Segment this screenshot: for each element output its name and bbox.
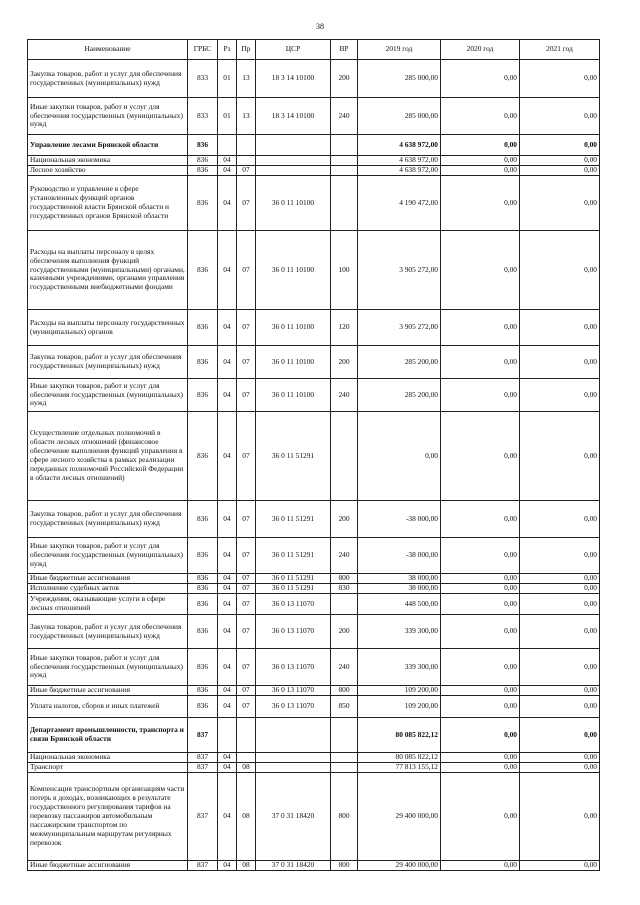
amount-2019-cell: -38 000,00 (358, 538, 441, 574)
vr-cell: 200 (331, 60, 358, 98)
amount-2021-cell: 0,00 (520, 176, 600, 231)
amount-2019-cell: 38 000,00 (358, 574, 441, 584)
pr-cell (237, 718, 256, 753)
grbs-cell: 836 (188, 649, 218, 686)
pr-cell: 08 (237, 861, 256, 871)
name-cell: Расходы на выплаты персоналу государственных (муниципальных) органов (28, 310, 188, 346)
rz-cell: 04 (218, 231, 237, 310)
rz-cell (218, 718, 237, 753)
amount-2020-cell: 0,00 (441, 60, 520, 98)
name-cell: Уплата налогов, сборов и иных платежей (28, 696, 188, 718)
amount-2021-cell: 0,00 (520, 98, 600, 135)
grbs-cell: 837 (188, 718, 218, 753)
table-row (28, 753, 600, 763)
name-cell: Руководство и управление в сфере установленных функций органов государственной власти Брянской области и государственных органов Брянской области (28, 176, 188, 231)
table-row (28, 773, 600, 861)
amount-2021-cell: 0,00 (520, 574, 600, 584)
vr-cell: 240 (331, 98, 358, 135)
table-row (28, 649, 600, 686)
name-cell: Транспорт (28, 763, 188, 773)
amount-2020-cell: 0,00 (441, 412, 520, 501)
rz-cell: 04 (218, 379, 237, 412)
table-body (28, 60, 600, 871)
amount-2020-cell: 0,00 (441, 718, 520, 753)
pr-cell: 08 (237, 773, 256, 861)
amount-2021-cell: 0,00 (520, 346, 600, 379)
pr-cell: 07 (237, 379, 256, 412)
rz-cell: 04 (218, 594, 237, 615)
csr-cell: 36 0 11 51291 (256, 584, 331, 594)
amount-2021-cell: 0,00 (520, 718, 600, 753)
amount-2019-cell: 4 638 972,00 (358, 166, 441, 176)
vr-cell: 240 (331, 379, 358, 412)
csr-cell: 36 0 11 51291 (256, 501, 331, 538)
amount-2020-cell: 0,00 (441, 773, 520, 861)
name-cell: Расходы на выплаты персоналу в целях обеспечения выполнения функций государственными (муниципальными) органами, казенными учреждениями, органами управления государственными внебюджетными фондами (28, 231, 188, 310)
amount-2019-cell: 80 085 822,12 (358, 753, 441, 763)
amount-2020-cell: 0,00 (441, 696, 520, 718)
amount-2020-cell: 0,00 (441, 861, 520, 871)
rz-cell: 04 (218, 156, 237, 166)
name-cell: Закупка товаров, работ и услуг для обеспечения государственных (муниципальных) нужд (28, 615, 188, 649)
grbs-cell: 837 (188, 763, 218, 773)
amount-2020-cell: 0,00 (441, 135, 520, 156)
grbs-cell: 837 (188, 861, 218, 871)
rz-cell: 04 (218, 538, 237, 574)
csr-cell: 36 0 13 11070 (256, 696, 331, 718)
vr-cell: 100 (331, 231, 358, 310)
csr-cell: 18 3 14 10100 (256, 60, 331, 98)
pr-cell (237, 135, 256, 156)
pr-cell: 07 (237, 584, 256, 594)
rz-cell: 04 (218, 574, 237, 584)
amount-2019-cell: 3 905 272,00 (358, 231, 441, 310)
amount-2020-cell: 0,00 (441, 649, 520, 686)
table-row (28, 166, 600, 176)
rz-cell: 01 (218, 98, 237, 135)
rz-cell: 04 (218, 615, 237, 649)
rz-cell: 04 (218, 176, 237, 231)
name-cell: Закупка товаров, работ и услуг для обеспечения государственных (муниципальных) нужд (28, 501, 188, 538)
amount-2020-cell: 0,00 (441, 346, 520, 379)
amount-2021-cell: 0,00 (520, 763, 600, 773)
csr-cell: 37 0 31 18420 (256, 773, 331, 861)
csr-cell: 18 3 14 10100 (256, 98, 331, 135)
table-row (28, 156, 600, 166)
grbs-cell: 836 (188, 135, 218, 156)
table-row (28, 379, 600, 412)
grbs-cell: 836 (188, 686, 218, 696)
col-header-rz: Рз (218, 40, 237, 60)
grbs-cell: 836 (188, 176, 218, 231)
amount-2021-cell: 0,00 (520, 594, 600, 615)
amount-2020-cell: 0,00 (441, 310, 520, 346)
csr-cell (256, 156, 331, 166)
vr-cell: 830 (331, 584, 358, 594)
table-row (28, 594, 600, 615)
csr-cell (256, 753, 331, 763)
amount-2019-cell: 285 000,00 (358, 60, 441, 98)
csr-cell (256, 166, 331, 176)
name-cell: Иные бюджетные ассигнования (28, 861, 188, 871)
vr-cell: 800 (331, 773, 358, 861)
name-cell: Национальная экономика (28, 156, 188, 166)
amount-2021-cell: 0,00 (520, 615, 600, 649)
grbs-cell: 836 (188, 574, 218, 584)
amount-2019-cell: 285 000,00 (358, 98, 441, 135)
table-row (28, 763, 600, 773)
amount-2021-cell: 0,00 (520, 538, 600, 574)
grbs-cell: 836 (188, 310, 218, 346)
amount-2021-cell: 0,00 (520, 773, 600, 861)
pr-cell: 07 (237, 696, 256, 718)
pr-cell: 07 (237, 176, 256, 231)
pr-cell: 07 (237, 686, 256, 696)
amount-2020-cell: 0,00 (441, 753, 520, 763)
csr-cell: 36 0 11 51291 (256, 412, 331, 501)
amount-2021-cell: 0,00 (520, 501, 600, 538)
grbs-cell: 836 (188, 156, 218, 166)
pr-cell: 07 (237, 538, 256, 574)
col-header-pr: Пр (237, 40, 256, 60)
pr-cell: 07 (237, 615, 256, 649)
amount-2021-cell: 0,00 (520, 135, 600, 156)
table-row (28, 135, 600, 156)
table-row (28, 686, 600, 696)
vr-cell (331, 176, 358, 231)
rz-cell: 04 (218, 861, 237, 871)
amount-2019-cell: 77 813 155,12 (358, 763, 441, 773)
grbs-cell: 833 (188, 60, 218, 98)
amount-2021-cell: 0,00 (520, 696, 600, 718)
amount-2020-cell: 0,00 (441, 615, 520, 649)
amount-2020-cell: 0,00 (441, 176, 520, 231)
amount-2020-cell: 0,00 (441, 574, 520, 584)
table-row (28, 346, 600, 379)
col-header-vr: ВР (331, 40, 358, 60)
table-row (28, 60, 600, 98)
csr-cell: 36 0 11 10100 (256, 346, 331, 379)
col-header-name: Наименование (28, 40, 188, 60)
csr-cell (256, 718, 331, 753)
amount-2021-cell: 0,00 (520, 231, 600, 310)
grbs-cell: 836 (188, 346, 218, 379)
table-row (28, 98, 600, 135)
grbs-cell: 833 (188, 98, 218, 135)
pr-cell: 07 (237, 310, 256, 346)
name-cell: Иные бюджетные ассигнования (28, 686, 188, 696)
table-row (28, 176, 600, 231)
pr-cell: 07 (237, 412, 256, 501)
rz-cell: 04 (218, 686, 237, 696)
rz-cell: 04 (218, 501, 237, 538)
col-header-2019: 2019 год (358, 40, 441, 60)
amount-2019-cell: 339 300,00 (358, 615, 441, 649)
amount-2019-cell: 29 400 000,00 (358, 861, 441, 871)
pr-cell: 13 (237, 60, 256, 98)
csr-cell: 36 0 11 10100 (256, 176, 331, 231)
vr-cell (331, 412, 358, 501)
vr-cell: 800 (331, 686, 358, 696)
rz-cell: 04 (218, 763, 237, 773)
grbs-cell: 837 (188, 773, 218, 861)
vr-cell: 200 (331, 615, 358, 649)
amount-2020-cell: 0,00 (441, 379, 520, 412)
rz-cell: 04 (218, 584, 237, 594)
grbs-cell: 836 (188, 594, 218, 615)
csr-cell (256, 763, 331, 773)
csr-cell: 36 0 11 10100 (256, 379, 331, 412)
amount-2019-cell: 339 300,00 (358, 649, 441, 686)
vr-cell: 850 (331, 696, 358, 718)
table-row (28, 412, 600, 501)
csr-cell: 36 0 13 11070 (256, 649, 331, 686)
name-cell: Закупка товаров, работ и услуг для обеспечения государственных (муниципальных) нужд (28, 60, 188, 98)
vr-cell (331, 135, 358, 156)
vr-cell: 120 (331, 310, 358, 346)
pr-cell: 07 (237, 649, 256, 686)
page-number: 38 (316, 22, 324, 31)
grbs-cell: 837 (188, 753, 218, 763)
name-cell: Департамент промышленности, транспорта и связи Брянской области (28, 718, 188, 753)
table-row (28, 501, 600, 538)
rz-cell: 04 (218, 412, 237, 501)
vr-cell (331, 156, 358, 166)
vr-cell (331, 718, 358, 753)
pr-cell: 07 (237, 166, 256, 176)
csr-cell: 37 0 31 18420 (256, 861, 331, 871)
amount-2020-cell: 0,00 (441, 231, 520, 310)
amount-2021-cell: 0,00 (520, 310, 600, 346)
amount-2021-cell: 0,00 (520, 60, 600, 98)
amount-2019-cell: 3 905 272,00 (358, 310, 441, 346)
vr-cell: 800 (331, 861, 358, 871)
amount-2021-cell: 0,00 (520, 686, 600, 696)
name-cell: Исполнение судебных актов (28, 584, 188, 594)
name-cell: Учреждения, оказывающие услуги в сфере лесных отношений (28, 594, 188, 615)
csr-cell (256, 135, 331, 156)
rz-cell: 04 (218, 649, 237, 686)
vr-cell (331, 594, 358, 615)
name-cell: Национальная экономика (28, 753, 188, 763)
rz-cell: 04 (218, 696, 237, 718)
name-cell: Иные бюджетные ассигнования (28, 574, 188, 584)
amount-2020-cell: 0,00 (441, 763, 520, 773)
name-cell: Лесное хозяйство (28, 166, 188, 176)
name-cell: Иные закупки товаров, работ и услуг для обеспечения государственных (муниципальных) нужд (28, 649, 188, 686)
table-row (28, 584, 600, 594)
table-row (28, 574, 600, 584)
table-row (28, 615, 600, 649)
amount-2021-cell: 0,00 (520, 584, 600, 594)
table-row (28, 696, 600, 718)
amount-2021-cell: 0,00 (520, 412, 600, 501)
grbs-cell: 836 (188, 166, 218, 176)
name-cell: Иные закупки товаров, работ и услуг для обеспечения государственных (муниципальных) нужд (28, 98, 188, 135)
amount-2019-cell: 109 200,00 (358, 686, 441, 696)
name-cell: Закупка товаров, работ и услуг для обеспечения государственных (муниципальных) нужд (28, 346, 188, 379)
amount-2019-cell: 109 200,00 (358, 696, 441, 718)
col-header-grbs: ГРБС (188, 40, 218, 60)
amount-2019-cell: 285 200,00 (358, 379, 441, 412)
name-cell: Осуществление отдельных полномочий в области лесных отношений (финансовое обеспечение выполнения функций управления в сфере лесного хозяйства в рамках реализации переданных полномочий Российской Федерации в области лесных отношений) (28, 412, 188, 501)
budget-table (27, 39, 600, 871)
rz-cell: 04 (218, 310, 237, 346)
grbs-cell: 836 (188, 231, 218, 310)
amount-2019-cell: 0,00 (358, 412, 441, 501)
pr-cell: 13 (237, 98, 256, 135)
rz-cell: 01 (218, 60, 237, 98)
amount-2019-cell: 4 190 472,00 (358, 176, 441, 231)
csr-cell: 36 0 11 10100 (256, 231, 331, 310)
vr-cell: 200 (331, 501, 358, 538)
pr-cell: 07 (237, 574, 256, 584)
name-cell: Иные закупки товаров, работ и услуг для обеспечения государственных (муниципальных) нужд (28, 538, 188, 574)
grbs-cell: 836 (188, 538, 218, 574)
rz-cell: 04 (218, 346, 237, 379)
csr-cell: 36 0 13 11070 (256, 686, 331, 696)
pr-cell: 08 (237, 763, 256, 773)
amount-2020-cell: 0,00 (441, 686, 520, 696)
csr-cell: 36 0 13 11070 (256, 615, 331, 649)
amount-2020-cell: 0,00 (441, 98, 520, 135)
table-row (28, 861, 600, 871)
vr-cell: 240 (331, 538, 358, 574)
grbs-cell: 836 (188, 379, 218, 412)
amount-2020-cell: 0,00 (441, 538, 520, 574)
name-cell: Иные закупки товаров, работ и услуг для обеспечения государственных (муниципальных) нужд (28, 379, 188, 412)
col-header-2020: 2020 год (441, 40, 520, 60)
amount-2020-cell: 0,00 (441, 501, 520, 538)
amount-2021-cell: 0,00 (520, 379, 600, 412)
amount-2019-cell: 80 085 822,12 (358, 718, 441, 753)
csr-cell: 36 0 11 10100 (256, 310, 331, 346)
pr-cell: 07 (237, 594, 256, 615)
amount-2019-cell: 448 500,00 (358, 594, 441, 615)
csr-cell: 36 0 11 51291 (256, 538, 331, 574)
amount-2019-cell: 38 000,00 (358, 584, 441, 594)
header-row (28, 40, 600, 60)
amount-2019-cell: -38 000,00 (358, 501, 441, 538)
amount-2021-cell: 0,00 (520, 649, 600, 686)
amount-2021-cell: 0,00 (520, 753, 600, 763)
col-header-2021: 2021 год (520, 40, 600, 60)
amount-2021-cell: 0,00 (520, 156, 600, 166)
table-row (28, 231, 600, 310)
table-row (28, 310, 600, 346)
pr-cell (237, 753, 256, 763)
vr-cell (331, 763, 358, 773)
col-header-csr: ЦСР (256, 40, 331, 60)
amount-2020-cell: 0,00 (441, 594, 520, 615)
grbs-cell: 836 (188, 501, 218, 538)
amount-2019-cell: 4 638 972,00 (358, 135, 441, 156)
amount-2019-cell: 4 638 972,00 (358, 156, 441, 166)
vr-cell (331, 753, 358, 763)
amount-2020-cell: 0,00 (441, 166, 520, 176)
amount-2019-cell: 29 400 000,00 (358, 773, 441, 861)
grbs-cell: 836 (188, 584, 218, 594)
amount-2021-cell: 0,00 (520, 166, 600, 176)
amount-2021-cell: 0,00 (520, 861, 600, 871)
rz-cell: 04 (218, 753, 237, 763)
grbs-cell: 836 (188, 696, 218, 718)
vr-cell (331, 166, 358, 176)
pr-cell: 07 (237, 501, 256, 538)
csr-cell: 36 0 13 11070 (256, 594, 331, 615)
amount-2020-cell: 0,00 (441, 156, 520, 166)
vr-cell: 240 (331, 649, 358, 686)
vr-cell: 200 (331, 346, 358, 379)
rz-cell: 04 (218, 166, 237, 176)
table-row (28, 538, 600, 574)
name-cell: Компенсация транспортным организациям части потерь в доходах, возникающих в результате государственного регулирования тарифов на перевозку пассажиров автомобильным пассажирским транспортом по межмуниципальным маршрутам регулярных перевозок (28, 773, 188, 861)
table-row (28, 718, 600, 753)
amount-2020-cell: 0,00 (441, 584, 520, 594)
grbs-cell: 836 (188, 412, 218, 501)
amount-2019-cell: 285 200,00 (358, 346, 441, 379)
vr-cell: 800 (331, 574, 358, 584)
pr-cell: 07 (237, 231, 256, 310)
rz-cell (218, 135, 237, 156)
csr-cell: 36 0 11 51291 (256, 574, 331, 584)
pr-cell: 07 (237, 346, 256, 379)
grbs-cell: 836 (188, 615, 218, 649)
rz-cell: 04 (218, 773, 237, 861)
pr-cell (237, 156, 256, 166)
name-cell: Управление лесами Брянской области (28, 135, 188, 156)
